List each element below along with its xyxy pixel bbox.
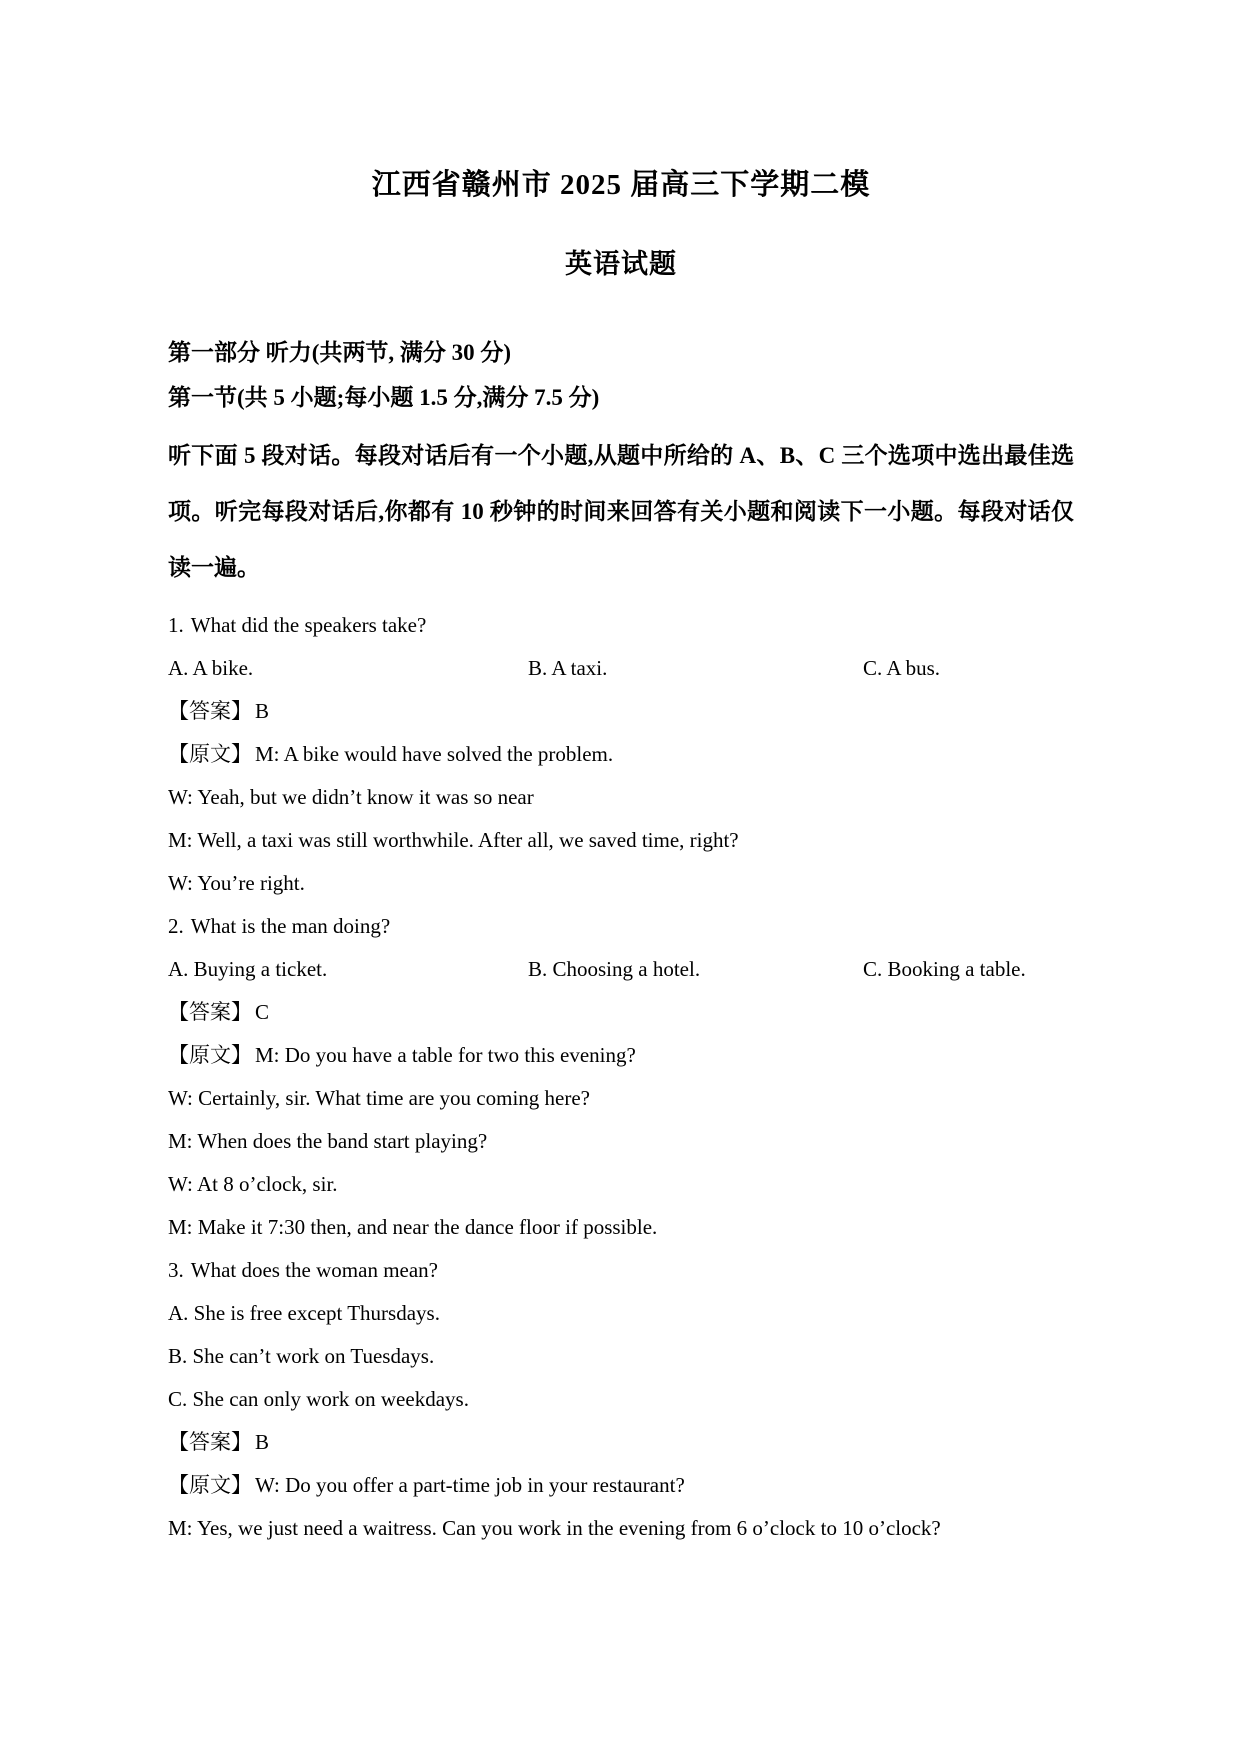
answer-label: 【答案】 [168, 1000, 252, 1024]
transcript-line [168, 733, 1074, 776]
option-b: B. A taxi. [528, 656, 608, 680]
transcript-line: W: You’re right. [168, 871, 305, 895]
question-block-2 [168, 905, 1074, 1249]
transcript-line [168, 1464, 1074, 1507]
question-block-1 [168, 604, 1074, 905]
question-text [168, 604, 1074, 647]
document-subtitle: 英语试题 [565, 249, 677, 279]
document-content [168, 150, 1074, 1550]
transcript-label: 【原文】 [168, 1473, 252, 1497]
option-b: B. She can’t work on Tuesdays. [168, 1344, 435, 1368]
question-stem: What did the speakers take? [190, 613, 427, 637]
option-a: A. She is free except Thursdays. [168, 1301, 440, 1325]
transcript-text: M: A bike would have solved the problem. [255, 742, 614, 766]
transcript-line [168, 1034, 1074, 1077]
answer-label: 【答案】 [168, 699, 252, 723]
part-heading: 第一部分 听力(共两节, 满分 30 分) [168, 340, 512, 365]
question-stem: What is the man doing? [190, 914, 391, 938]
transcript-label: 【原文】 [168, 1043, 252, 1067]
answer-line [168, 991, 1074, 1034]
question-block-3 [168, 1249, 1074, 1550]
transcript-line: W: Certainly, sir. What time are you coming here? [168, 1086, 590, 1110]
transcript-line: W: Yeah, but we didn’t know it was so near [168, 785, 534, 809]
transcript-line: M: When does the band start playing? [168, 1129, 488, 1153]
options-row [168, 647, 1074, 690]
transcript-line: M: Well, a taxi was still worthwhile. After all, we saved time, right? [168, 828, 739, 852]
transcript-text: W: Do you offer a part-time job in your restaurant? [255, 1473, 685, 1497]
question-stem: What does the woman mean? [190, 1258, 438, 1282]
question-number: 2. [168, 914, 184, 938]
listening-instructions: 听下面 5 段对话。每段对话后有一个小题,从题中所给的 A、B、C 三个选项中选出最佳选项。听完每段对话后,你都有 10 秒钟的时间来回答有关小题和阅读下一小题。每段对话仅读一遍。 [168, 443, 1074, 580]
transcript-line: M: Yes, we just need a waitress. Can you work in the evening from 6 o’clock to 10 o’clock? [168, 1516, 941, 1540]
answer-value: B [255, 699, 270, 723]
transcript-text: M: Do you have a table for two this evening? [255, 1043, 636, 1067]
transcript-line: W: At 8 o’clock, sir. [168, 1172, 338, 1196]
answer-label: 【答案】 [168, 1430, 252, 1454]
answer-line [168, 1421, 1074, 1464]
option-c: C. Booking a table. [863, 957, 1026, 981]
answer-line [168, 690, 1074, 733]
document-title: 江西省赣州市 2025 届高三下学期二模 [371, 169, 871, 201]
option-c: C. A bus. [863, 656, 941, 680]
option-b: B. Choosing a hotel. [528, 957, 701, 981]
section-heading: 第一节(共 5 小题;每小题 1.5 分,满分 7.5 分) [168, 385, 600, 410]
transcript-line: M: Make it 7:30 then, and near the dance floor if possible. [168, 1215, 658, 1239]
option-a: A. A bike. [168, 656, 254, 680]
question-text [168, 1249, 1074, 1292]
options-row [168, 948, 1074, 991]
question-number: 3. [168, 1258, 184, 1282]
answer-value: B [255, 1430, 270, 1454]
option-c: C. She can only work on weekdays. [168, 1387, 469, 1411]
question-text [168, 905, 1074, 948]
answer-value: C [255, 1000, 270, 1024]
question-number: 1. [168, 613, 184, 637]
option-a: A. Buying a ticket. [168, 957, 328, 981]
transcript-label: 【原文】 [168, 742, 252, 766]
